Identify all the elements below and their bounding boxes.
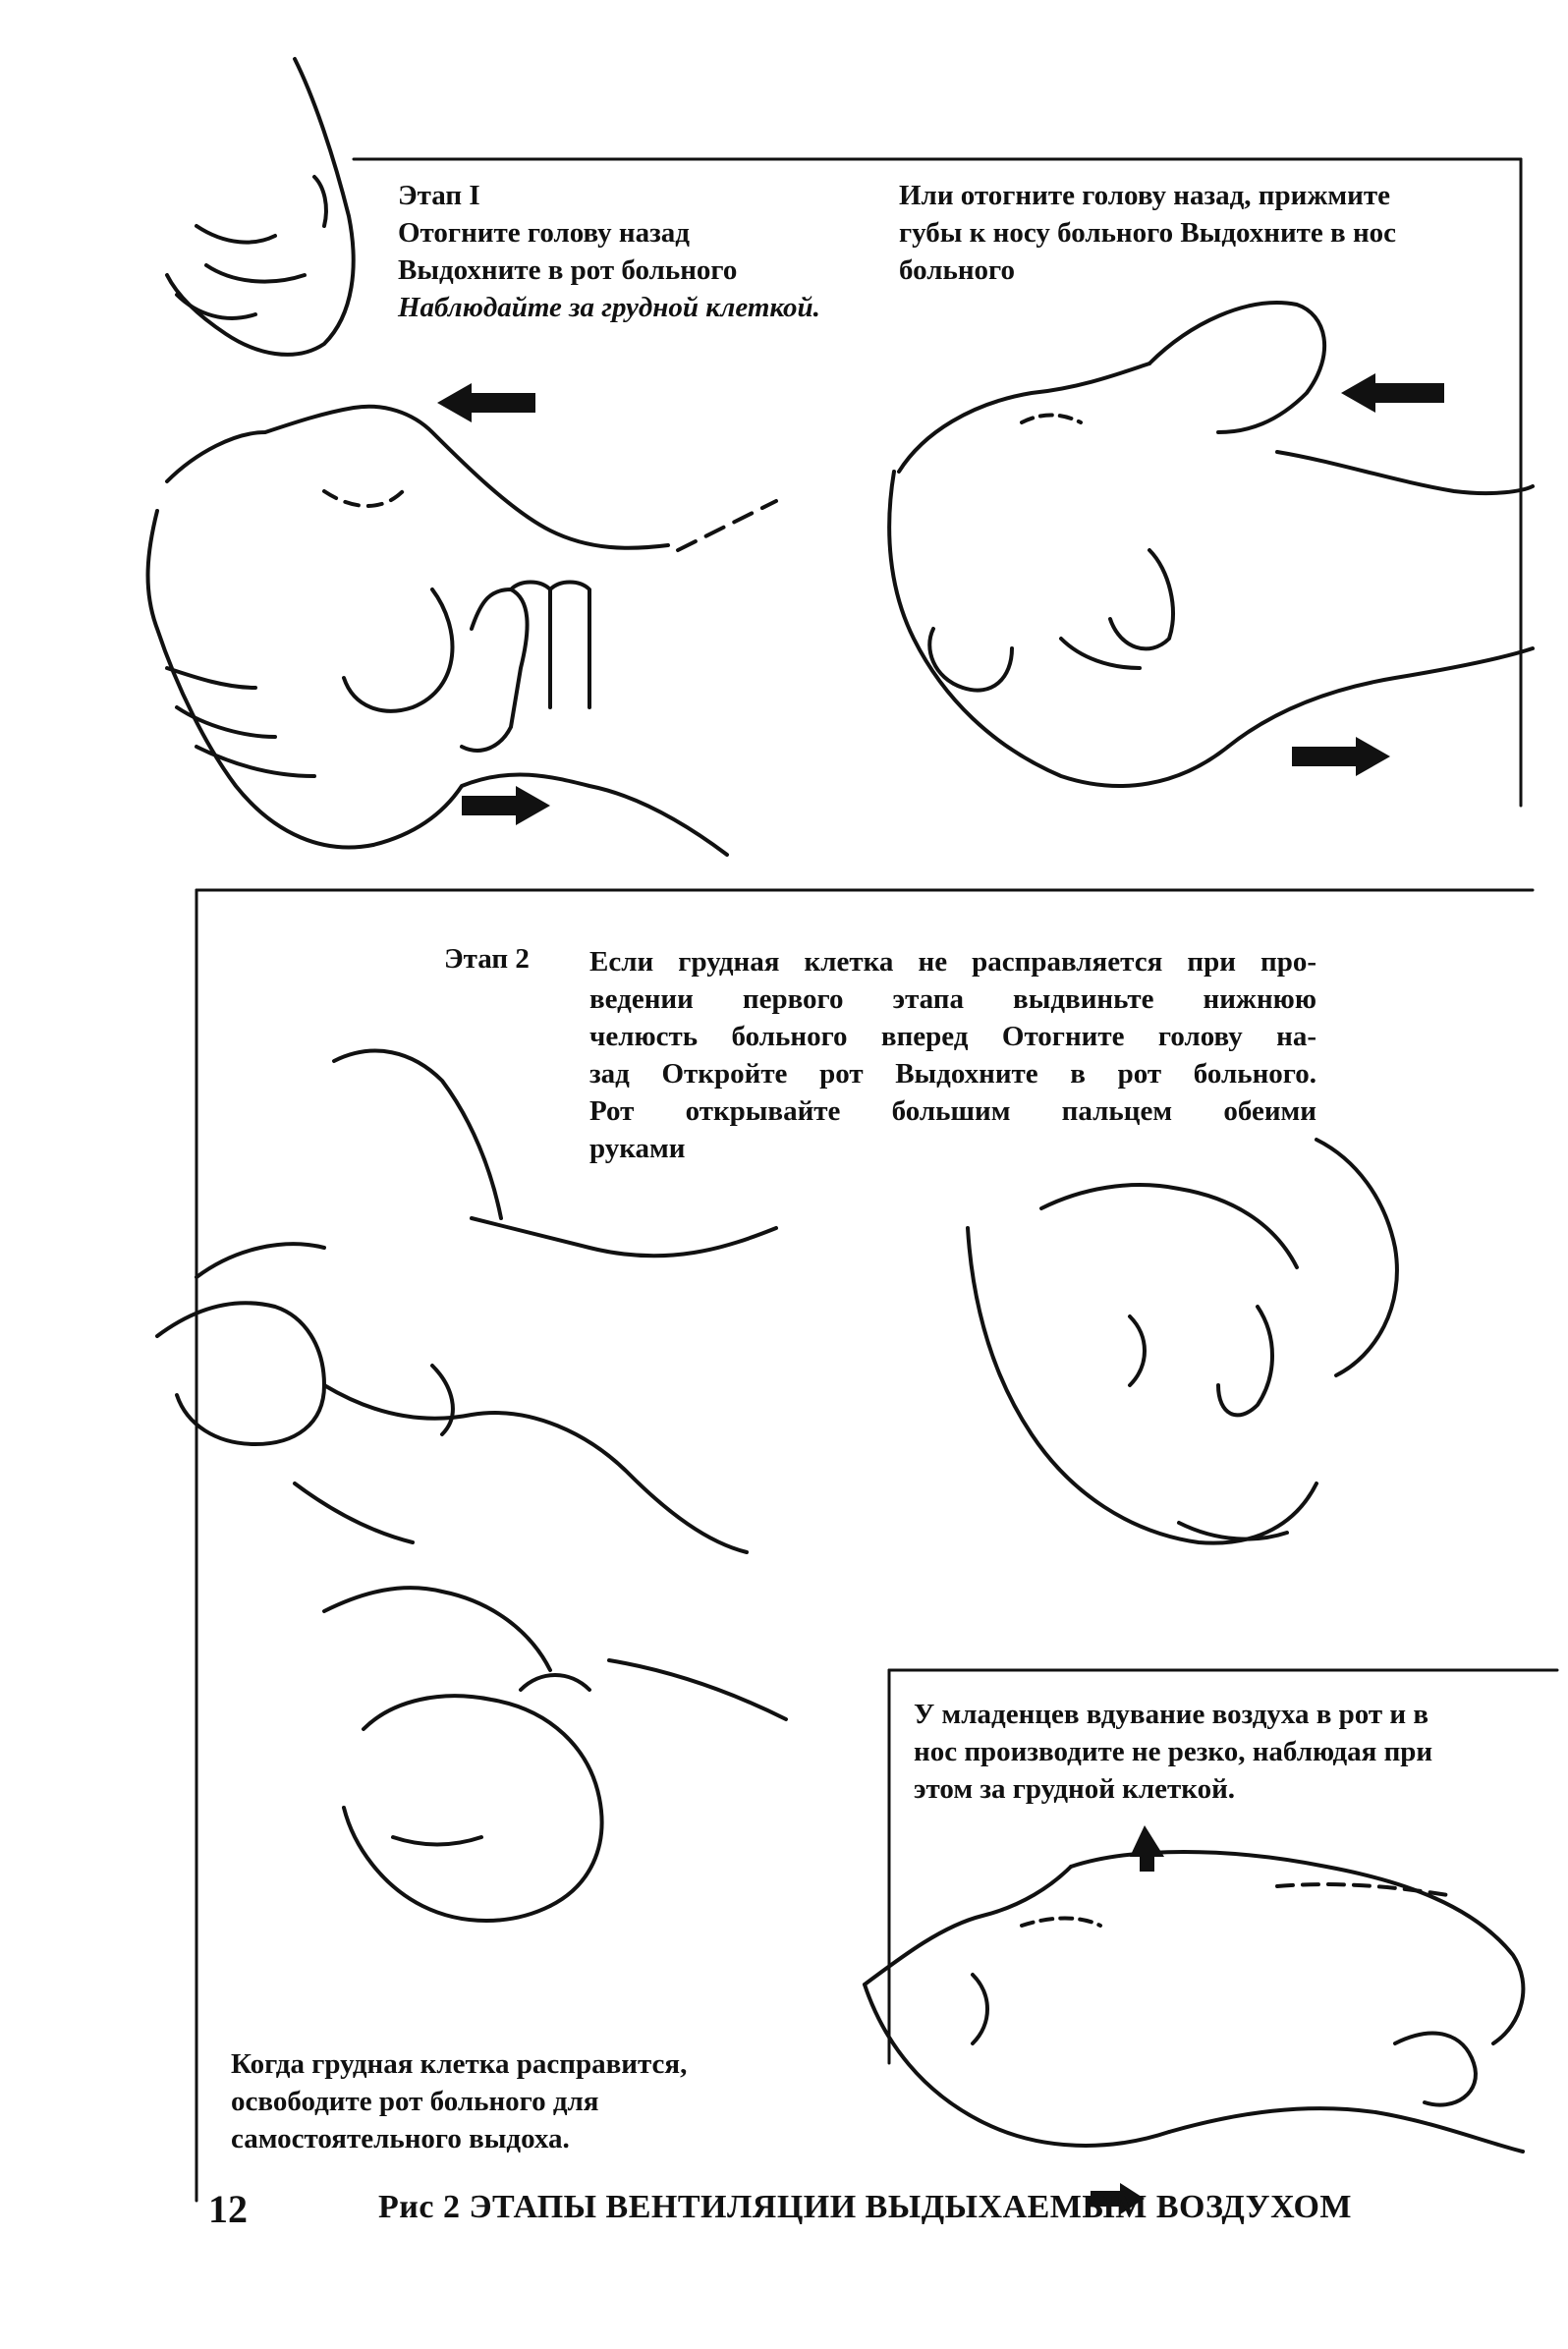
release-line2: освободите рот больного для [231, 2086, 599, 2117]
infant-line3: этом за грудной клеткой. [914, 1773, 1236, 1805]
stage1-text [398, 177, 820, 326]
stage2-line-3: челюсть больного вперед Отогните голову на- [589, 1021, 1316, 1052]
stage1-note: Наблюдайте за грудной клеткой. [398, 292, 820, 323]
infant-arrows [1091, 1825, 1164, 2214]
figure-caption: Рис 2 ЭТАПЫ ВЕНТИЛЯЦИИ ВЫДЫХАЕМЫМ ВОЗДУХОМ [378, 2189, 1352, 2225]
infant-line2: нос производите не резко, наблюдая при [914, 1736, 1433, 1767]
infant-illustration [865, 1852, 1523, 2152]
stage1-nose-illustration [889, 303, 1533, 786]
infant-text [914, 1696, 1432, 1808]
alternative-text [899, 177, 1396, 289]
stage2-mouth-open-illustration [968, 1140, 1397, 1543]
release-line1: Когда грудная клетка расправится, [231, 2048, 688, 2080]
release-text [231, 2045, 687, 2157]
infant-line1: У младенцев вдувание воздуха в рот и в [914, 1699, 1429, 1730]
stage2-line-2: ведении первого этапа выдвиньте нижнюю [589, 983, 1316, 1015]
stage2-line-4: зад Откройте рот Выдохните в рот больного. [589, 1058, 1316, 1090]
stage2-text [589, 943, 1316, 1167]
stage2-label: Этап 2 [444, 943, 530, 975]
release-line3: самостоятельного выдоха. [231, 2123, 570, 2154]
alternative-line2: губы к носу больного Выдохните в нос [899, 217, 1397, 249]
page-number: 12 [208, 2187, 248, 2231]
head-sketch-top [167, 59, 354, 355]
release-illustration [324, 1588, 786, 1921]
stage2-line-5: Рот открывайте большим пальцем обеими [589, 1095, 1316, 1127]
stage1-mouth-illustration [148, 407, 776, 855]
alternative-line1: Или отогните голову назад, прижмите [899, 180, 1390, 211]
stage2-line-6: руками [589, 1133, 686, 1164]
stage1-line2: Выдохните в рот больного [398, 254, 738, 286]
alternative-line3: больного [899, 254, 1015, 286]
stage2-line-1: Если грудная клетка не расправляется при про- [589, 946, 1316, 978]
stage1-title: Этап I [398, 180, 480, 211]
stage1-line1: Отогните голову назад [398, 217, 690, 249]
